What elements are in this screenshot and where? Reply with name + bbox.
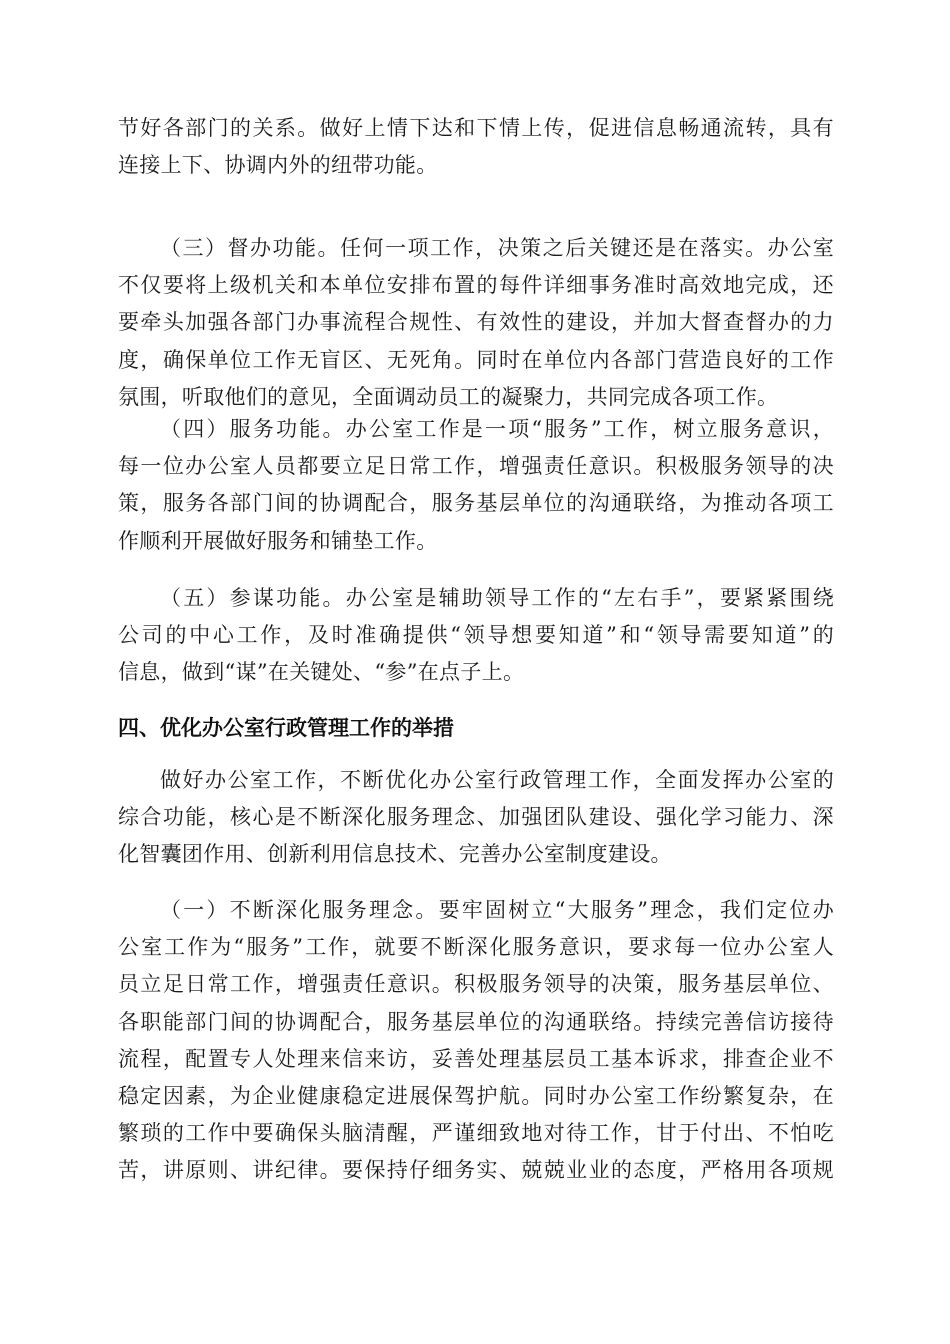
text-line: （三）督办功能。任何一项工作，决策之后关键还是在落实。办公室 — [160, 236, 834, 260]
text-line: 度，确保单位工作无盲区、无死角。同时在单位内各部门营造良好的工作 — [118, 347, 834, 372]
text-line: 公司的中心工作，及时准确提供“领导想要知道”和“领导需要知道”的 — [118, 623, 834, 648]
text-line: 氛围，听取他们的意见，全面调动员工的凝聚力，共同完成各项工作。 — [118, 384, 779, 409]
paragraph-service-function — [118, 411, 834, 560]
paragraph-supervision-function — [118, 230, 834, 416]
text-line: 综合功能，核心是不断深化服务理念、加强团队建设、强化学习能力、深 — [118, 805, 834, 830]
paragraph-optimization-overview — [118, 762, 834, 874]
text-line: 要牵头加强各部门办事流程合规性、有效性的建设，并加大督查督办的力 — [118, 310, 834, 335]
text-line: （四）服务功能。办公室工作是一项“服务”工作，树立服务意识， — [160, 417, 834, 441]
text-line: （五）参谋功能。办公室是辅助领导工作的“左右手”，要紧紧围绕 — [160, 586, 834, 610]
text-line: 各职能部门间的协调配合，服务基层单位的沟通联络。持续完善信访接待 — [118, 1009, 834, 1034]
text-line: 稳定因素，为企业健康稳定进展保驾护航。同时办公室工作纷繁复杂，在 — [118, 1083, 834, 1108]
text-line: 流程，配置专人处理来信来访，妥善处理基层员工基本诉求，排查企业不 — [118, 1046, 834, 1071]
text-line: 化智囊团作用、创新利用信息技术、完善办公室制度建设。 — [118, 842, 672, 867]
paragraph-advisory-function — [118, 580, 834, 692]
text-line: 做好办公室工作，不断优化办公室行政管理工作，全面发挥办公室的 — [160, 768, 834, 792]
text-line: 公室工作为“服务”工作，就要不断深化服务意识，要求每一位办公室人 — [118, 935, 834, 960]
text-line: 信息，做到“谋”在关键处、“参”在点子上。 — [118, 660, 525, 685]
text-line: 连接上下、协调内外的纽带功能。 — [118, 153, 438, 178]
paragraph-service-concept — [118, 892, 834, 1190]
text-line: 苦，讲原则、讲纪律。要保持仔细务实、兢兢业业的态度，严格用各项规 — [118, 1158, 834, 1183]
text-line: 节好各部门的关系。做好上情下达和下情上传，促进信息畅通流转，具有 — [118, 116, 834, 140]
text-line: 策，服务各部门间的协调配合，服务基层单位的沟通联络，为推动各项工 — [118, 491, 834, 516]
text-line: 不仅要将上级机关和本单位安排布置的每件详细事务准时高效地完成，还 — [118, 273, 834, 298]
text-line: 员立足日常工作，增强责任意识。积极服务领导的决策，服务基层单位、 — [118, 972, 834, 997]
text-line: 每一位办公室人员都要立足日常工作，增强责任意识。积极服务领导的决 — [118, 454, 834, 479]
paragraph-relations-continued — [118, 110, 834, 184]
text-line: 繁琐的工作中要确保头脑清醒，严谨细致地对待工作，甘于付出、不怕吃 — [118, 1121, 834, 1146]
text-line: 作顺利开展做好服务和铺垫工作。 — [118, 528, 438, 553]
section-heading: 四、优化办公室行政管理工作的举措 — [118, 716, 454, 740]
text-line: （一）不断深化服务理念。要牢固树立“大服务”理念，我们定位办 — [160, 898, 834, 922]
